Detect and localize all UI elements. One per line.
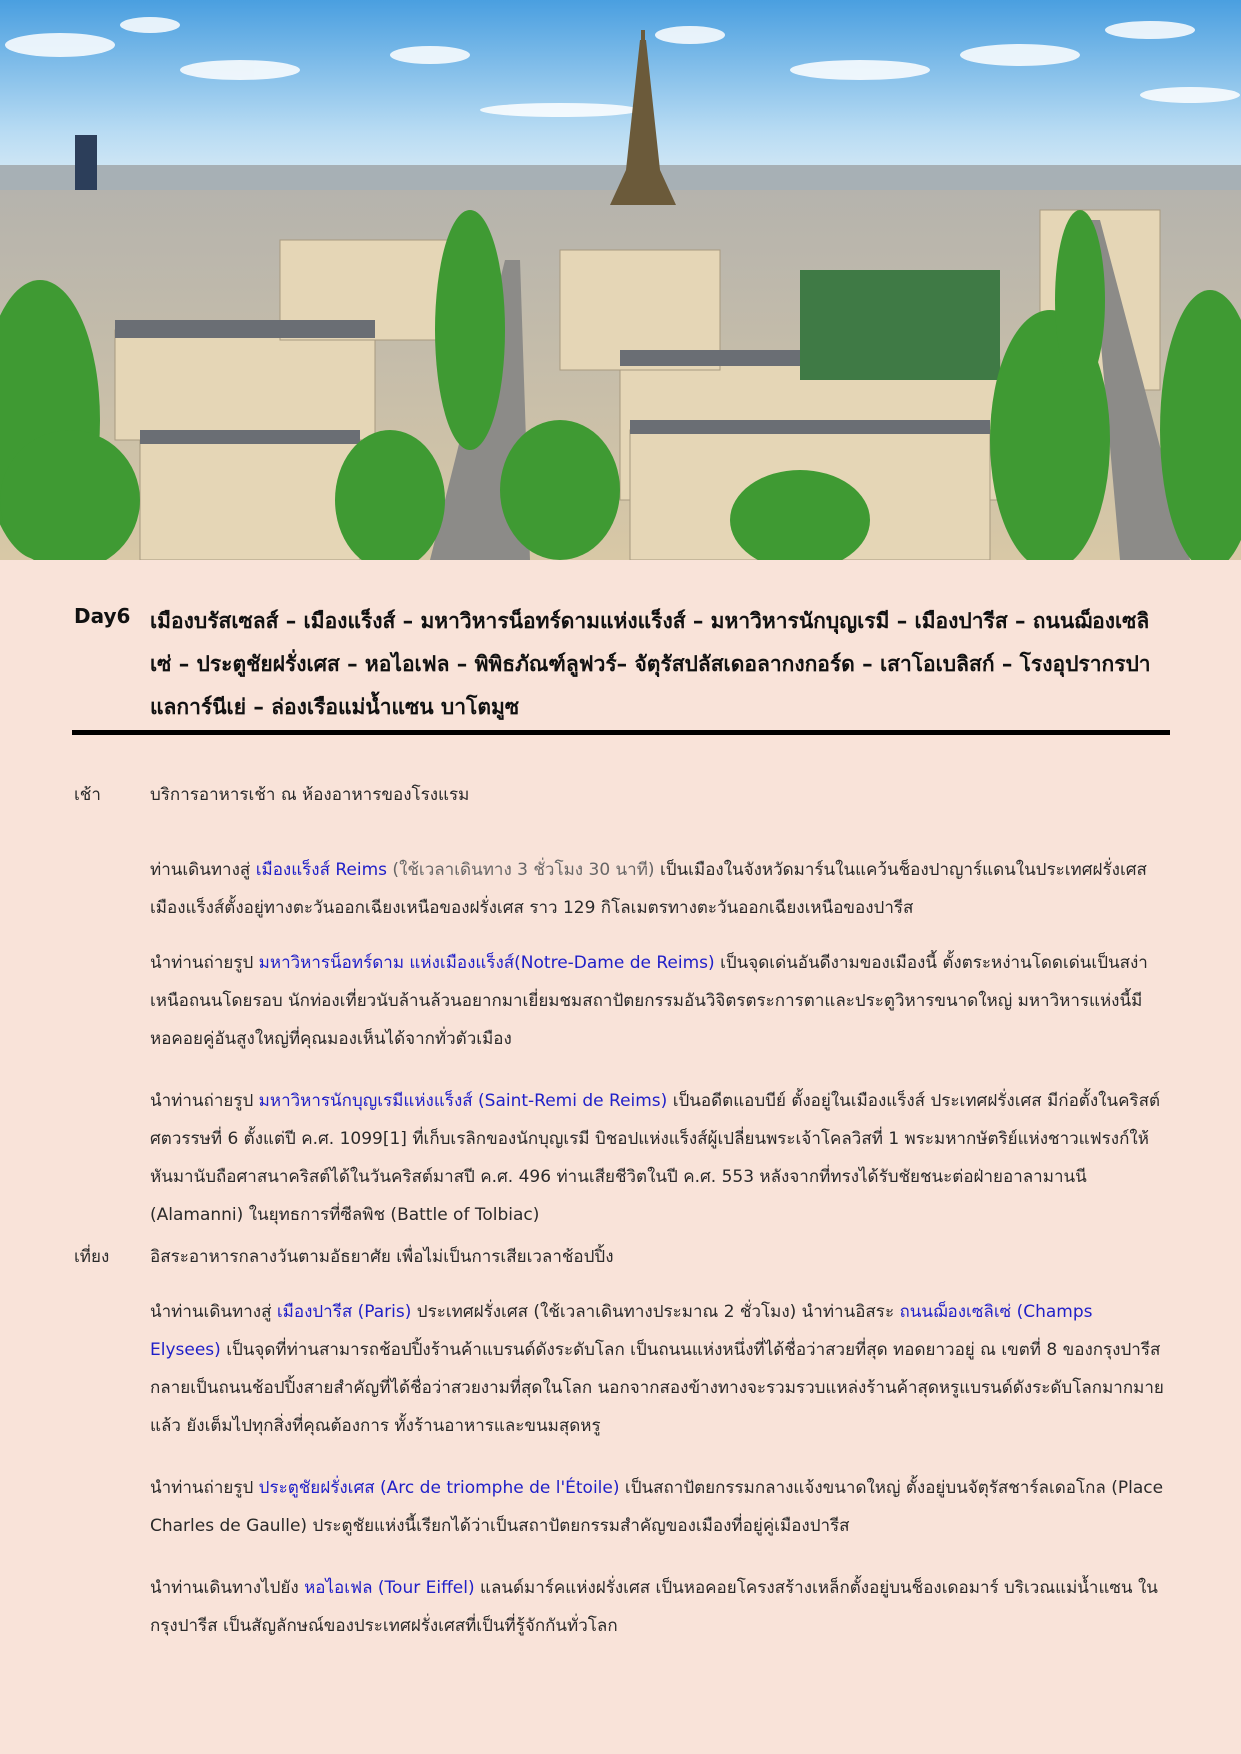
morning-row	[74, 776, 1168, 814]
arc-highlight: ประตูชัยฝรั่งเศส (Arc de triomphe de l'Étoile)	[258, 1478, 620, 1498]
day-title: เมืองบรัสเซลส์ – เมืองแร็งส์ – มหาวิหารน็อทร์ดามแห่งแร็งส์ – มหาวิหารนักบุญเรมี – เมืองปารีส – ถนนฌ็องเซลิเซ่ – ประตูชัยฝรั่งเศส – หอไอเฟล – พิพิธภัณฑ์ลูฟวร์– จัตุรัสปลัสเดอลากงกอร์ด – เสาโอเบลิสก์ – โรงอุปรากรปาแลการ์นีเย่ – ล่องเรือแม่น้ำแซน บาโตมูซ	[150, 609, 1151, 719]
notredame-paragraph: นำท่านถ่ายรูป มหาวิหารน็อทร์ดาม แห่งเมืองแร็งส์(Notre-Dame de Reims) เป็นจุดเด่นอันดีงามของเมืองนี้ ตั้งตระหง่านโดดเด่นเป็นสง่าเหนือถนนโดยรอบ นักท่องเที่ยวนับล้านล้วนอยากมาเยี่ยมชมสถาปัตยกรรมอันวิจิตรตระการตาและประตูวิหารขนาดใหญ่ มหาวิหารแห่งนี้มีหอคอยคู่อันสูงใหญ่ที่คุณมองเห็นได้จากทั่วตัวเมือง	[150, 953, 1148, 1049]
champs-elysees-highlight: ถนนฌ็องเซลิเซ่ (Champs Elysees)	[150, 1302, 1093, 1360]
noon-text: อิสระอาหารกลางวันตามอัธยาศัย เพื่อไม่เป็นการเสียเวลาช้อปปิ้ง	[150, 1247, 614, 1267]
eiffel-highlight: หอไอเฟล (Tour Eiffel)	[304, 1578, 475, 1598]
morning-text: บริการอาหารเช้า ณ ห้องอาหารของโรงแรม	[150, 785, 470, 805]
arc-paragraph: นำท่านถ่ายรูป ประตูชัยฝรั่งเศส (Arc de triomphe de l'Étoile) เป็นสถาปัตยกรรมกลางแจ้งขนาดใหญ่ ตั้งอยู่บนจัตุรัสชาร์ลเดอโกล (Place Charles de Gaulle) ประตูชัยแห่งนี้เรียกได้ว่าเป็นสถาปัตยกรรมสำคัญของเมืองที่อยู่คู่เมืองปารีส	[150, 1478, 1164, 1536]
paris-paragraph: นำท่านเดินทางสู่ เมืองปารีส (Paris) ประเทศฝรั่งเศส (ใช้เวลาเดินทางประมาณ 2 ชั่วโมง) นำท่านอิสระ ถนนฌ็องเซลิเซ่ (Champs Elysees) เป็นจุดที่ท่านสามารถช้อปปิ้งร้านค้าแบรนด์ดังระดับโลก เป็นถนนแห่งหนึ่งที่ได้ชื่อว่าสวยที่สุด ทอดยาวอยู่ ณ เขตที่ 8 ของกรุงปารีส กลายเป็นถนนช้อปปิ้งสายสำคัญที่ได้ชื่อว่าสวยงามที่สุดในโลก นอกจากสองข้างทางจะรวมรวบแหล่งร้านค้าสุดหรูแบรนด์ดังระดับโลกมากมายแล้ว ยังเต็มไปทุกสิ่งที่คุณต้องการ ทั้งร้านอาหารและขนมสุดหรู	[150, 1302, 1164, 1436]
noon-row	[74, 1238, 1168, 1276]
title-divider	[72, 730, 1170, 735]
paris-highlight: เมืองปารีส (Paris)	[276, 1302, 412, 1322]
time-label-morning: เช้า	[74, 785, 101, 805]
itinerary-content	[74, 776, 1168, 1645]
eiffel-paragraph: นำท่านเดินทางไปยัง หอไอเฟล (Tour Eiffel) แลนด์มาร์คแห่งฝรั่งเศส เป็นหอคอยโครงสร้างเหล็กตั้งอยู่บนช็องเดอมาร์ บริเวณแม่น้ำแซน ในกรุงปารีส เป็นสัญลักษณ์ของประเทศฝรั่งเศสที่เป็นที่รู้จักกันทั่วโลก	[150, 1578, 1158, 1636]
notredame-highlight: มหาวิหารน็อทร์ดาม แห่งเมืองแร็งส์(Notre-Dame de Reims)	[258, 953, 715, 973]
time-label-noon: เที่ยง	[74, 1247, 110, 1267]
paris-skyline-illustration	[0, 0, 1241, 560]
day-label: Day6	[74, 604, 131, 628]
hero-photo-paris	[0, 0, 1241, 560]
reims-highlight: เมืองแร็งส์ Reims	[255, 860, 388, 880]
reims-duration: (ใช้เวลาเดินทาง 3 ชั่วโมง 30 นาที)	[387, 860, 655, 880]
saintremi-highlight: มหาวิหารนักบุญเรมีแห่งแร็งส์ (Saint-Remi de Reims)	[258, 1091, 668, 1111]
saintremi-paragraph: นำท่านถ่ายรูป มหาวิหารนักบุญเรมีแห่งแร็งส์ (Saint-Remi de Reims) เป็นอดีตแอบบีย์ ตั้งอยู่ในเมืองแร็งส์ ประเทศฝรั่งเศส มีก่อตั้งในคริสต์ศตวรรษที่ 6 ตั้งแต่ปี ค.ศ. 1099[1] ที่เก็บเรลิกของนักบุญเรมี บิชอปแห่งแร็งส์ผู้เปลี่ยนพระเจ้าโคลวิสที่ 1 พระมหากษัตริย์แห่งชาวแฟรงก์ให้หันมานับถือศาสนาคริสต์ได้ในวันคริสต์มาสปี ค.ศ. 496 ท่านเสียชีวิตในปี ค.ศ. 553 หลังจากที่ทรงได้รับชัยชนะต่อฝ่ายอาลามานนี (Alamanni) ในยุทธการที่ซีลพิช (Battle of Tolbiac)	[150, 1091, 1160, 1225]
reims-paragraph: ท่านเดินทางสู่ เมืองแร็งส์ Reims (ใช้เวลาเดินทาง 3 ชั่วโมง 30 นาที) เป็นเมืองในจังหวัดมาร์นในแคว้นช็องปาญาร์แดนในประเทศฝรั่งเศส เมืองแร็งส์ตั้งอยู่ทางตะวันออกเฉียงเหนือของฝรั่งเศส ราว 129 กิโลเมตรทางตะวันออกเฉียงเหนือของปารีส	[150, 860, 1147, 918]
day-header	[74, 600, 1168, 729]
